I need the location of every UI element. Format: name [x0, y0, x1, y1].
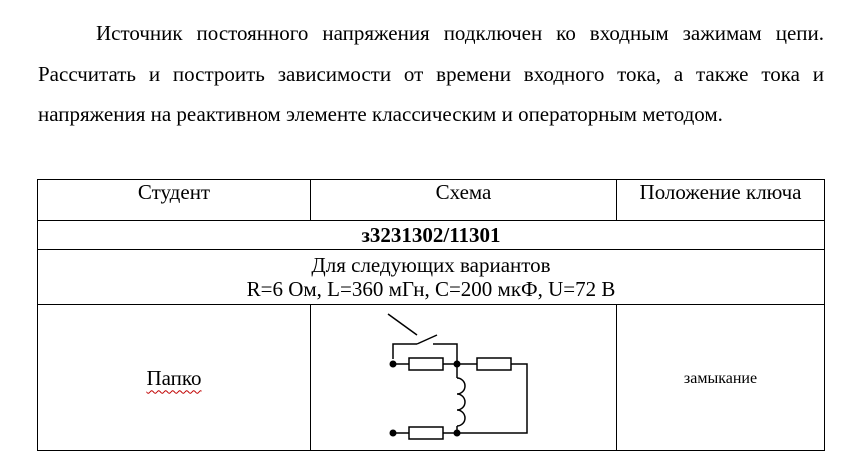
- group-row: [38, 221, 825, 250]
- student-cell: [38, 305, 311, 451]
- circuit-diagram: [379, 308, 549, 448]
- header-key-position: Положение ключа: [617, 180, 825, 221]
- variants-row: [38, 250, 825, 305]
- switch-arrow: [388, 314, 417, 335]
- task-description: Источник постоянного напряжения подключен ко входным зажимам цепи. Рассчитать и построить зависимости от времени входного тока, а также тока и напряжения на реактивном элементе классическим и операторным методом.: [38, 21, 824, 126]
- table-header-row: [38, 180, 825, 221]
- input-terminal-bottom: [389, 429, 396, 436]
- resistor-top-left: [409, 358, 443, 370]
- key-position-cell: [617, 305, 825, 451]
- node-top: [453, 360, 460, 367]
- variants-table: [37, 179, 825, 451]
- input-terminal-top: [389, 360, 396, 367]
- key-position: замыкание: [683, 370, 758, 387]
- header-scheme: Схема: [311, 180, 617, 221]
- variants-parameters: R=6 Ом, L=360 мГн, C=200 мкФ, U=72 В: [246, 277, 616, 301]
- right-wire: [457, 364, 527, 433]
- variants-cell: [38, 250, 825, 305]
- switch-contact: [417, 335, 437, 344]
- table-row: [38, 305, 825, 451]
- group-code: з3231302/11301: [38, 221, 825, 250]
- scheme-cell: [311, 305, 617, 451]
- node-bottom: [453, 429, 460, 436]
- resistor-top-right: [477, 358, 511, 370]
- switch-wire: [393, 344, 417, 359]
- header-student: Студент: [38, 180, 311, 221]
- variants-title: Для следующих вариантов: [311, 253, 551, 277]
- inductor-coil: [457, 378, 465, 426]
- student-name: Папко: [146, 365, 202, 390]
- resistor-bottom: [409, 427, 443, 439]
